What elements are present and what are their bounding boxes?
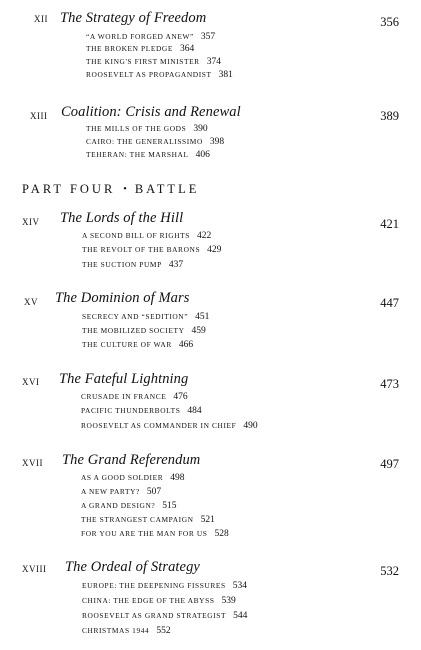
chapter-page: 447 bbox=[380, 296, 399, 310]
subsection-title: THE CULTURE OF WAR bbox=[82, 340, 172, 349]
subsection-entry bbox=[86, 57, 221, 67]
subsection-title: “A WORLD FORGED ANEW” bbox=[86, 32, 194, 41]
subsection-page: 515 bbox=[162, 501, 177, 511]
subsection-entry bbox=[81, 529, 229, 539]
subsection-entry bbox=[82, 231, 211, 241]
subsection-entry bbox=[82, 626, 171, 636]
subsection-title: THE STRANGEST CAMPAIGN bbox=[81, 515, 194, 524]
subsection-page: 398 bbox=[209, 137, 225, 147]
subsection-entry bbox=[81, 406, 202, 416]
subsection-page: 484 bbox=[187, 406, 202, 416]
subsection-title: ROOSEVELT AS GRAND STRATEGIST bbox=[82, 611, 227, 620]
subsection-title: PACIFIC THUNDERBOLTS bbox=[81, 406, 181, 415]
subsection-entry bbox=[82, 326, 206, 336]
chapter-title: Coalition: Crisis and Renewal bbox=[61, 104, 241, 120]
subsection-entry bbox=[82, 312, 209, 322]
chapter-title: The Grand Referendum bbox=[62, 452, 201, 468]
subsection-page: 490 bbox=[243, 421, 258, 431]
subsection-entry bbox=[82, 611, 247, 621]
subsection-title: A GRAND DESIGN? bbox=[81, 501, 156, 510]
subsection-page: 381 bbox=[218, 70, 233, 80]
subsection-page: 552 bbox=[156, 626, 171, 636]
chapter-numeral: XII bbox=[34, 14, 48, 24]
chapter-title: The Lords of the Hill bbox=[60, 210, 184, 226]
subsection-title: CRUSADE IN FRANCE bbox=[81, 392, 167, 401]
subsection-title: THE MILLS OF THE GODS bbox=[86, 124, 187, 133]
subsection-entry bbox=[82, 260, 183, 270]
subsection-title: A NEW PARTY? bbox=[81, 487, 140, 496]
subsection-title: ROOSEVELT AS PROPAGANDIST bbox=[86, 70, 212, 79]
subsection-title: THE BROKEN PLEDGE bbox=[86, 44, 173, 53]
subsection-entry bbox=[86, 150, 210, 160]
subsection-title: THE KING'S FIRST MINISTER bbox=[86, 57, 200, 66]
subsection-page: 390 bbox=[193, 124, 208, 134]
subsection-page: 476 bbox=[173, 392, 188, 402]
chapter-page: 473 bbox=[380, 377, 399, 391]
chapter-title: The Dominion of Mars bbox=[55, 290, 190, 306]
subsection-title: THE MOBILIZED SOCIETY bbox=[82, 326, 185, 335]
subsection-entry bbox=[86, 70, 233, 80]
subsection-title: FOR YOU ARE THE MAN FOR US bbox=[81, 529, 208, 538]
subsection-entry bbox=[81, 421, 258, 431]
subsection-title: EUROPE: THE DEEPENING FISSURES bbox=[82, 581, 226, 590]
chapter-page: 356 bbox=[380, 15, 399, 29]
chapter-title: The Ordeal of Strategy bbox=[65, 559, 200, 575]
subsection-entry bbox=[81, 487, 161, 497]
subsection-page: 364 bbox=[179, 44, 195, 54]
subsection-entry bbox=[81, 501, 177, 511]
subsection-title: CAIRO: THE GENERALISSIMO bbox=[86, 137, 203, 146]
subsection-entry bbox=[86, 44, 194, 54]
subsection-page: 422 bbox=[196, 231, 212, 241]
subsection-page: 539 bbox=[221, 596, 236, 606]
subsection-title: CHRISTMAS 1944 bbox=[82, 626, 150, 635]
chapter-page: 421 bbox=[380, 217, 399, 231]
subsection-page: 357 bbox=[200, 32, 216, 42]
subsection-title: AS A GOOD SOLDIER bbox=[81, 473, 164, 482]
subsection-page: 544 bbox=[233, 611, 248, 621]
subsection-entry bbox=[81, 473, 185, 483]
subsection-title: THE REVOLT OF THE BARONS bbox=[82, 245, 201, 254]
subsection-entry bbox=[86, 32, 215, 42]
subsection-entry bbox=[81, 392, 188, 402]
subsection-entry bbox=[82, 245, 221, 255]
subsection-title: A SECOND BILL OF RIGHTS bbox=[82, 231, 190, 240]
part-name: BATTLE bbox=[134, 182, 200, 196]
subsection-page: 374 bbox=[206, 57, 221, 67]
subsection-entry bbox=[86, 124, 208, 134]
part-separator: • bbox=[123, 184, 127, 195]
subsection-entry bbox=[82, 581, 247, 591]
subsection-title: TEHERAN: THE MARSHAL bbox=[86, 150, 189, 159]
chapter-numeral: XV bbox=[24, 297, 38, 307]
chapter-page: 497 bbox=[380, 457, 399, 471]
subsection-page: 451 bbox=[195, 312, 210, 322]
chapter-numeral: XIV bbox=[22, 217, 40, 227]
subsection-entry bbox=[86, 137, 224, 147]
subsection-page: 466 bbox=[178, 340, 194, 350]
subsection-title: SECRECY AND “SEDITION” bbox=[82, 312, 189, 321]
subsection-page: 507 bbox=[146, 487, 162, 497]
subsection-page: 429 bbox=[207, 245, 222, 255]
subsection-page: 437 bbox=[168, 260, 184, 270]
chapter-page: 389 bbox=[380, 109, 399, 123]
subsection-title: ROOSEVELT AS COMMANDER IN CHIEF bbox=[81, 421, 237, 430]
subsection-entry bbox=[81, 515, 215, 525]
subsection-title: CHINA: THE EDGE OF THE ABYSS bbox=[82, 596, 215, 605]
subsection-page: 521 bbox=[200, 515, 215, 525]
subsection-page: 498 bbox=[170, 473, 185, 483]
part-heading bbox=[22, 182, 199, 197]
chapter-title: The Fateful Lightning bbox=[59, 371, 189, 387]
subsection-page: 528 bbox=[214, 529, 229, 539]
subsection-page: 406 bbox=[195, 150, 210, 160]
subsection-entry bbox=[82, 596, 236, 606]
chapter-numeral: XIII bbox=[30, 111, 48, 121]
chapter-numeral: XVII bbox=[22, 458, 43, 468]
chapter-numeral: XVI bbox=[22, 377, 40, 387]
chapter-numeral: XVIII bbox=[22, 564, 47, 574]
subsection-page: 459 bbox=[191, 326, 206, 336]
subsection-title: THE SUCTION PUMP bbox=[82, 260, 162, 269]
chapter-title: The Strategy of Freedom bbox=[60, 10, 207, 26]
chapter-page: 532 bbox=[380, 564, 399, 578]
part-label: PART FOUR bbox=[22, 182, 116, 196]
subsection-entry bbox=[82, 340, 193, 350]
subsection-page: 534 bbox=[232, 581, 247, 591]
